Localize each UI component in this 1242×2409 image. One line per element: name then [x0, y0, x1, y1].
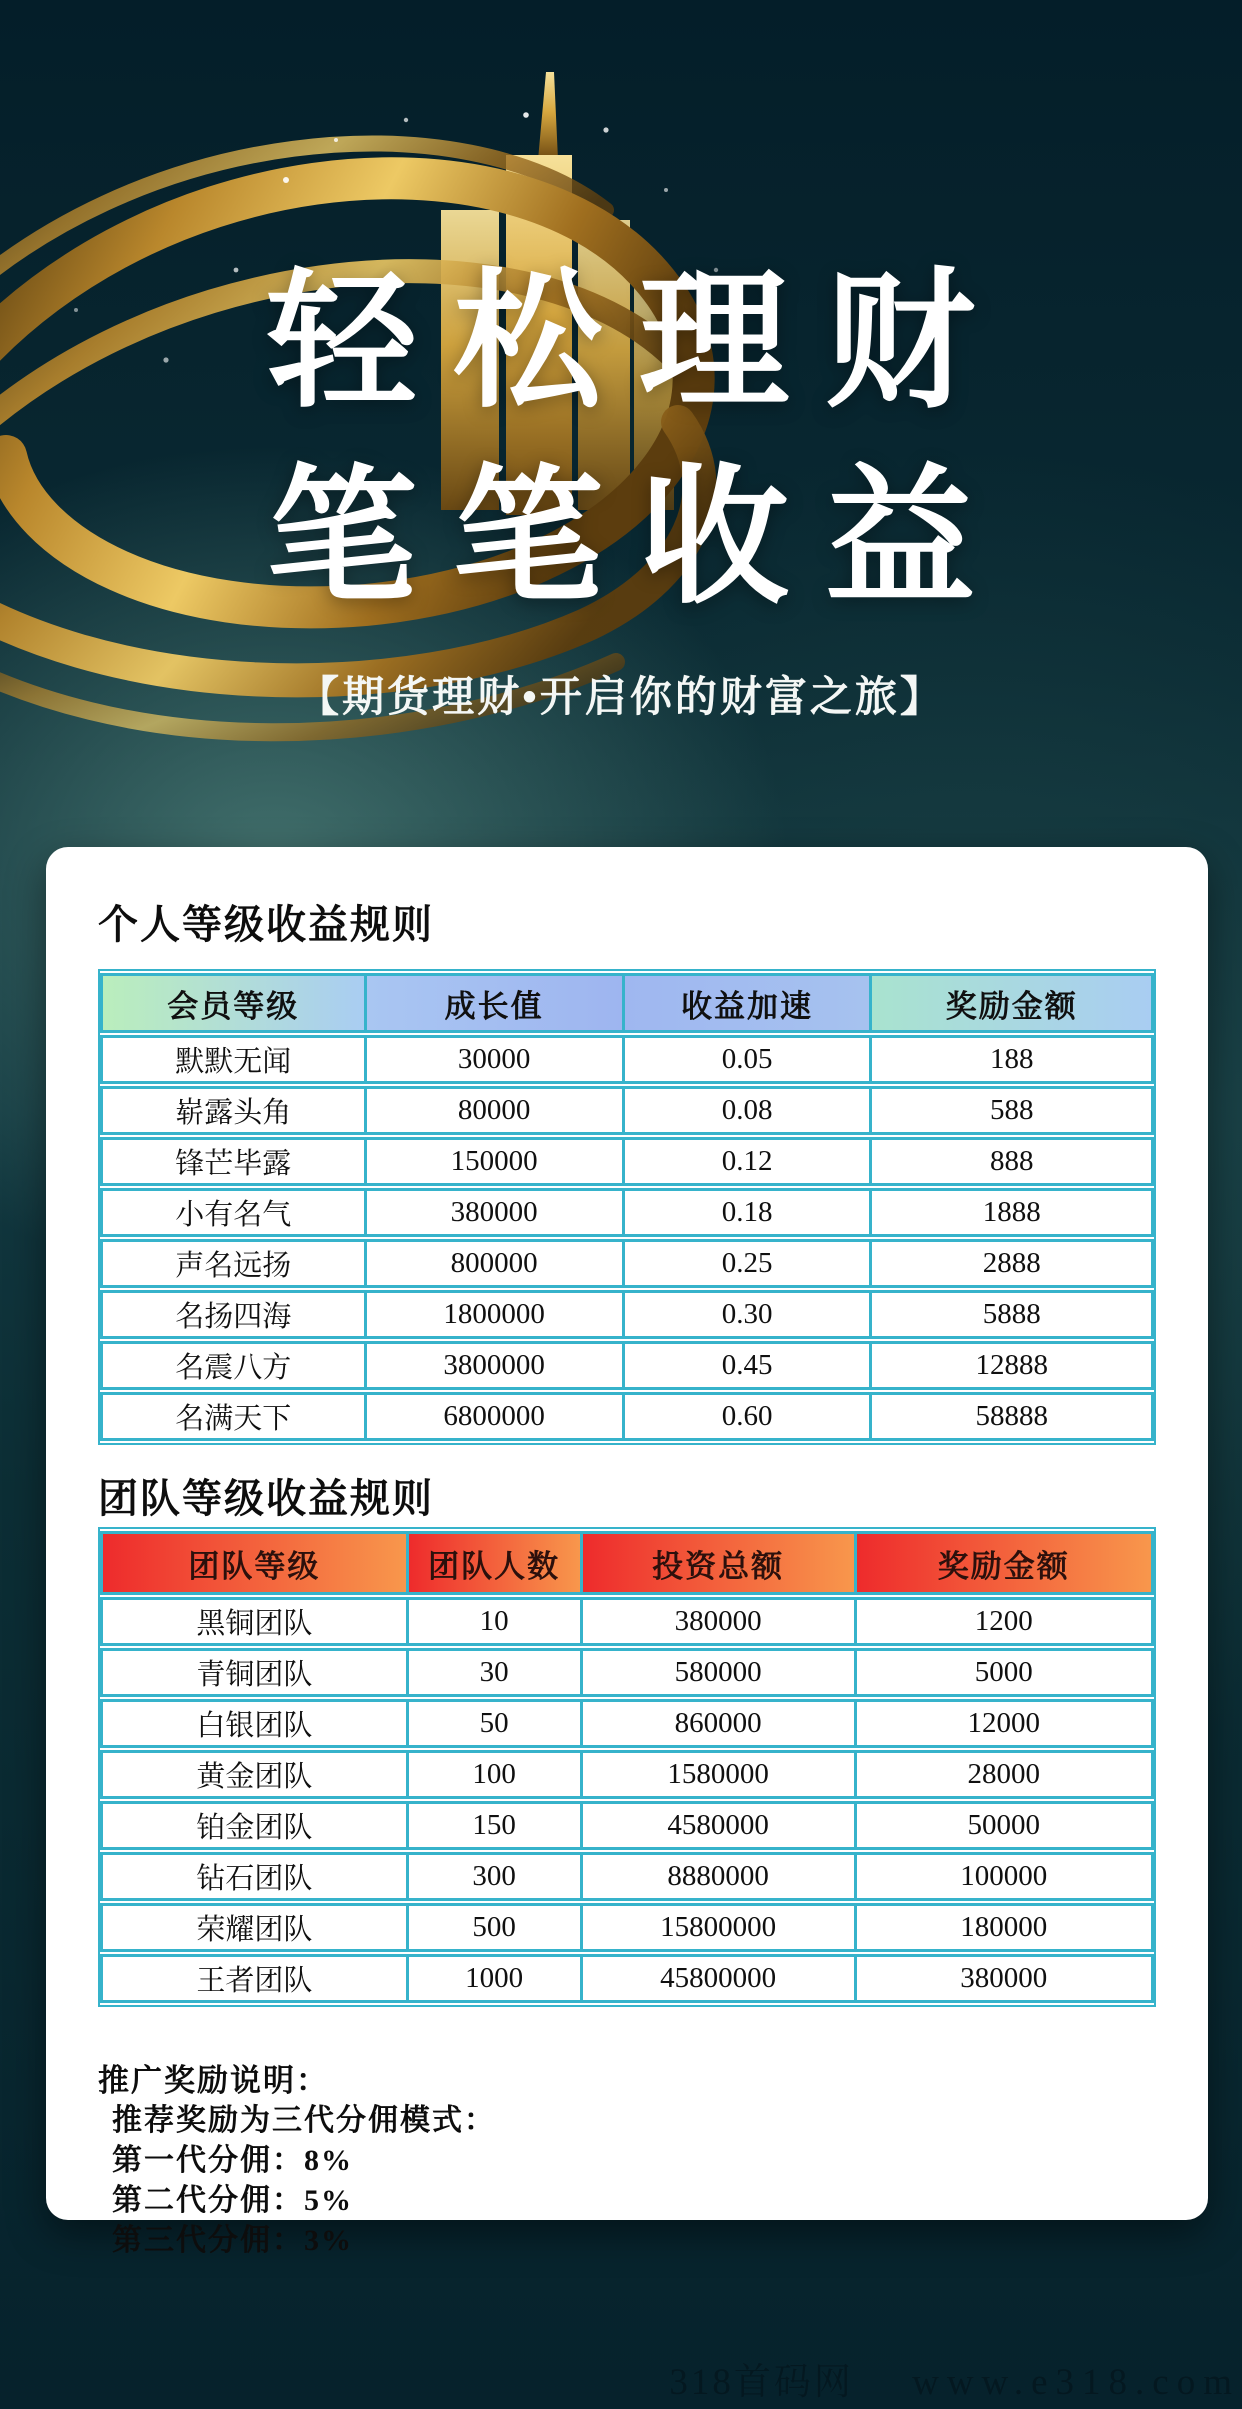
team-cell: 4580000 — [580, 1801, 854, 1850]
team-cell: 青铜团队 — [100, 1648, 406, 1697]
team-cell: 300 — [406, 1852, 580, 1901]
team-table-row — [100, 1852, 1154, 1901]
personal-cell: 0.60 — [622, 1392, 870, 1441]
personal-table-row — [100, 1290, 1154, 1339]
personal-cell: 名震八方 — [100, 1341, 364, 1390]
personal-table-row — [100, 1341, 1154, 1390]
team-cell: 黑铜团队 — [100, 1597, 406, 1646]
personal-cell: 58888 — [869, 1392, 1154, 1441]
personal-cell: 0.12 — [622, 1137, 870, 1186]
personal-cell: 30000 — [364, 1035, 622, 1084]
team-cell: 铂金团队 — [100, 1801, 406, 1850]
personal-cell: 12888 — [869, 1341, 1154, 1390]
personal-cell: 588 — [869, 1086, 1154, 1135]
personal-cell: 1888 — [869, 1188, 1154, 1237]
team-section-title: 团队等级收益规则 — [98, 1476, 434, 1521]
personal-column-header: 会员等级 — [100, 973, 364, 1033]
promo-lines — [98, 2101, 1156, 2261]
personal-cell: 名扬四海 — [100, 1290, 364, 1339]
personal-cell: 默默无闻 — [100, 1035, 364, 1084]
team-column-header: 奖励金额 — [854, 1531, 1154, 1595]
team-cell: 12000 — [854, 1699, 1154, 1748]
main-title — [0, 244, 1242, 636]
watermark-site-name: 318首码网 — [669, 2362, 854, 2403]
team-cell: 15800000 — [580, 1903, 854, 1952]
personal-column-header: 成长值 — [364, 973, 622, 1033]
team-table-row — [100, 1699, 1154, 1748]
personal-cell: 崭露头角 — [100, 1086, 364, 1135]
personal-column-header: 收益加速 — [622, 973, 870, 1033]
main-title-line1: 轻松理财 — [266, 255, 1011, 429]
team-table-row — [100, 1648, 1154, 1697]
team-table-row — [100, 1954, 1154, 2003]
team-cell: 王者团队 — [100, 1954, 406, 2003]
main-title-line2: 笔笔收益 — [266, 451, 1011, 625]
personal-table-row — [100, 1035, 1154, 1084]
team-table-row — [100, 1801, 1154, 1850]
personal-cell: 0.18 — [622, 1188, 870, 1237]
team-rules-table — [98, 1527, 1156, 2007]
personal-cell: 1800000 — [364, 1290, 622, 1339]
personal-cell: 150000 — [364, 1137, 622, 1186]
personal-table-row — [100, 1392, 1154, 1441]
personal-cell: 0.08 — [622, 1086, 870, 1135]
personal-table-row — [100, 1188, 1154, 1237]
personal-table-row — [100, 1137, 1154, 1186]
personal-cell: 0.30 — [622, 1290, 870, 1339]
personal-cell: 0.25 — [622, 1239, 870, 1288]
team-cell: 45800000 — [580, 1954, 854, 2003]
personal-cell: 小有名气 — [100, 1188, 364, 1237]
personal-cell: 锋芒毕露 — [100, 1137, 364, 1186]
team-cell: 荣耀团队 — [100, 1903, 406, 1952]
rules-card — [46, 847, 1208, 2257]
team-cell: 8880000 — [580, 1852, 854, 1901]
team-cell: 860000 — [580, 1699, 854, 1748]
watermark — [669, 2351, 1240, 2405]
personal-section-title: 个人等级收益规则 — [98, 902, 434, 947]
personal-cell: 声名远扬 — [100, 1239, 364, 1288]
personal-cell: 888 — [869, 1137, 1154, 1186]
team-cell: 100000 — [854, 1852, 1154, 1901]
team-table-row — [100, 1750, 1154, 1799]
personal-table-row — [100, 1239, 1154, 1288]
team-table-row — [100, 1597, 1154, 1646]
personal-cell: 0.05 — [622, 1035, 870, 1084]
personal-table-row — [100, 1086, 1154, 1135]
personal-cell: 800000 — [364, 1239, 622, 1288]
team-cell: 100 — [406, 1750, 580, 1799]
team-table-row — [100, 1903, 1154, 1952]
promo-notes — [98, 2061, 1156, 2261]
personal-cell: 188 — [869, 1035, 1154, 1084]
promo-line: 第二代分佣：5% — [112, 2184, 353, 2217]
team-cell: 黄金团队 — [100, 1750, 406, 1799]
team-cell: 1000 — [406, 1954, 580, 2003]
team-cell: 180000 — [854, 1903, 1154, 1952]
personal-column-header: 奖励金额 — [869, 973, 1154, 1033]
team-cell: 钻石团队 — [100, 1852, 406, 1901]
team-cell: 50 — [406, 1699, 580, 1748]
promo-heading: 推广奖励说明： — [98, 2063, 329, 2098]
promo-line: 推荐奖励为三代分佣模式： — [112, 2104, 496, 2137]
personal-cell: 名满天下 — [100, 1392, 364, 1441]
team-column-header: 团队等级 — [100, 1531, 406, 1595]
promo-line: 第三代分佣：3% — [112, 2224, 353, 2257]
team-cell: 380000 — [580, 1597, 854, 1646]
team-cell: 380000 — [854, 1954, 1154, 2003]
team-cell: 1200 — [854, 1597, 1154, 1646]
team-column-header: 团队人数 — [406, 1531, 580, 1595]
team-cell: 5000 — [854, 1648, 1154, 1697]
subtitle: 【期货理财•开启你的财富之旅】 — [297, 675, 945, 721]
team-cell: 580000 — [580, 1648, 854, 1697]
team-cell: 28000 — [854, 1750, 1154, 1799]
team-cell: 10 — [406, 1597, 580, 1646]
personal-cell: 2888 — [869, 1239, 1154, 1288]
personal-cell: 6800000 — [364, 1392, 622, 1441]
team-cell: 150 — [406, 1801, 580, 1850]
personal-cell: 3800000 — [364, 1341, 622, 1390]
promo-line: 第一代分佣：8% — [112, 2144, 353, 2177]
team-cell: 500 — [406, 1903, 580, 1952]
personal-cell: 80000 — [364, 1086, 622, 1135]
personal-rules-table — [98, 969, 1156, 1445]
team-cell: 白银团队 — [100, 1699, 406, 1748]
watermark-site-url: www.e318.com — [912, 2362, 1240, 2403]
team-cell: 1580000 — [580, 1750, 854, 1799]
team-cell: 30 — [406, 1648, 580, 1697]
personal-cell: 0.45 — [622, 1341, 870, 1390]
team-cell: 50000 — [854, 1801, 1154, 1850]
team-column-header: 投资总额 — [580, 1531, 854, 1595]
personal-cell: 5888 — [869, 1290, 1154, 1339]
personal-cell: 380000 — [364, 1188, 622, 1237]
